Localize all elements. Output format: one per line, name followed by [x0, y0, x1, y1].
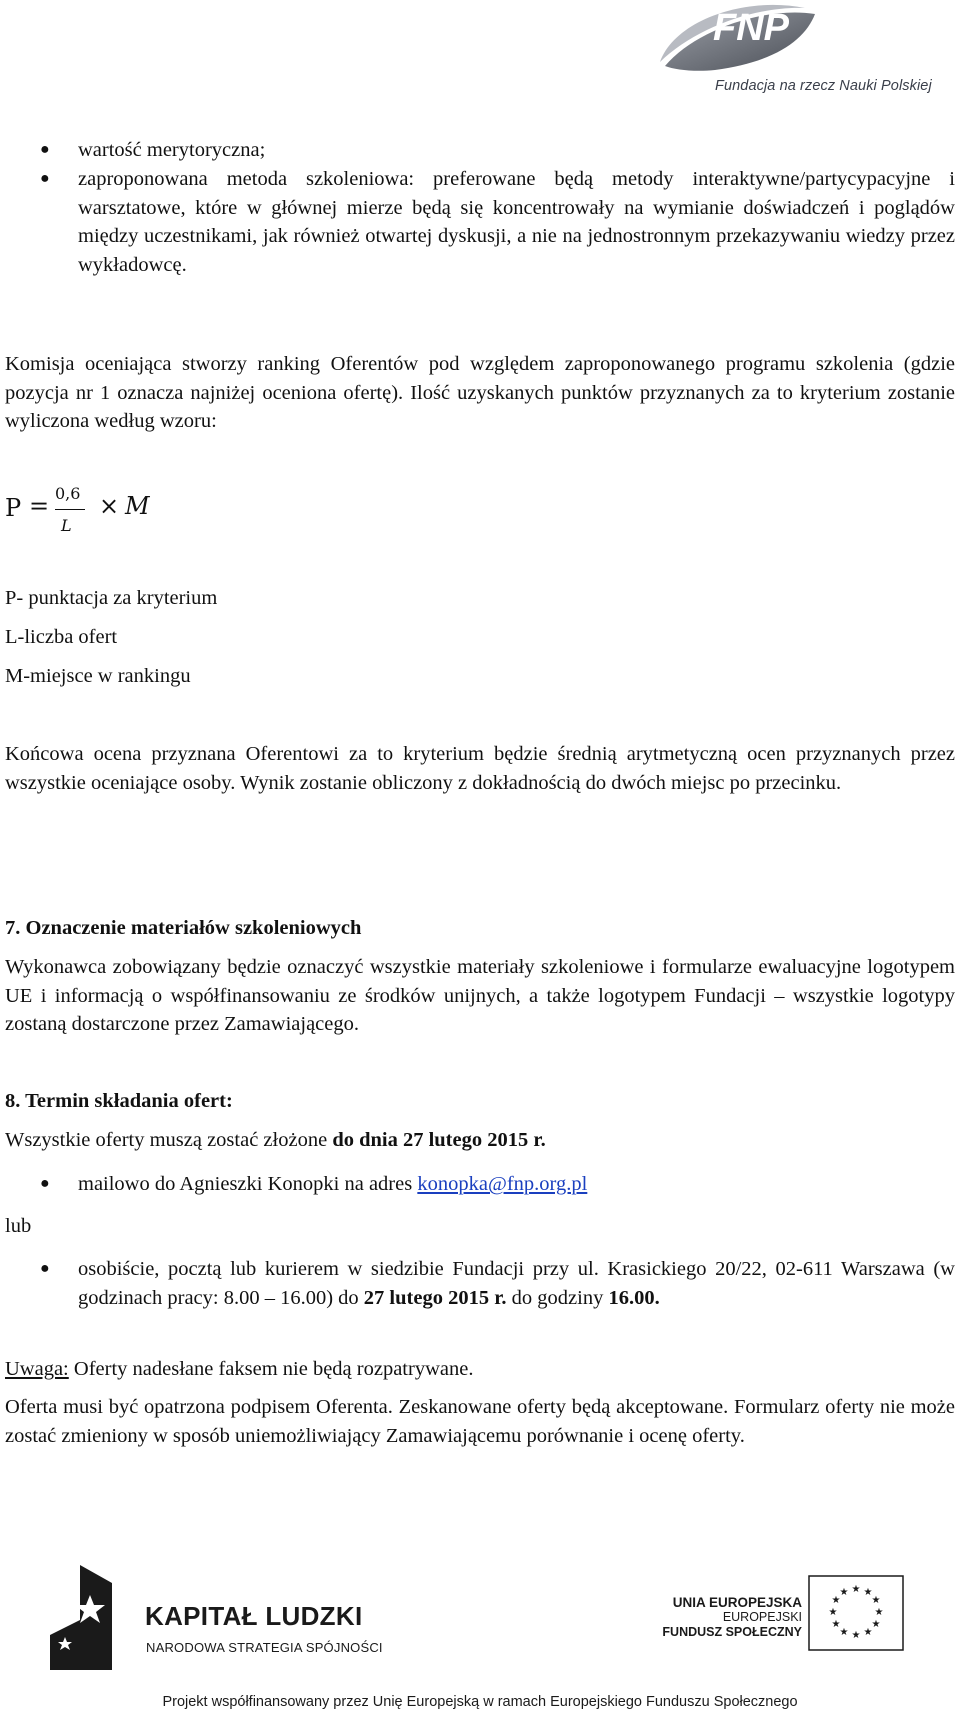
delivery-text: osobiście, pocztą lub kurierem w siedzibie Fundacji przy ul. Krasickiego 20/22, 02-611 Warszawa (w godzinach pracy: 8.00 – 16.00) do [78, 1258, 955, 1309]
bullet-text: wartość merytoryczna; [78, 139, 266, 161]
svg-text:★: ★ [839, 1587, 849, 1598]
section8-heading [5, 1087, 233, 1116]
fraction-bar [55, 509, 85, 510]
kl-title: KAPITAŁ LUDZKI [145, 1601, 363, 1631]
bullet-text: zaproponowana metoda szkoleniowa: preferowane będą metody interaktywne/partycypacyjne i warsztatowe, które w głównej mierze będą się koncentrowały na wymianie doświadczeń i poglądów między uczestnikami, jak również otwartej dyskusji, a nie na jednostronnym przekazywaniu wiedzy przez wykładowcę. [78, 168, 955, 276]
delivery-mid: do godziny [506, 1286, 609, 1309]
fax-note [5, 1355, 473, 1384]
criteria-bullet-1 [40, 136, 920, 165]
fnp-tagline: Fundacja na rzecz Nauki Polskiej [715, 78, 932, 94]
svg-text:★: ★ [851, 1630, 861, 1641]
svg-text:★: ★ [863, 1627, 873, 1638]
or-word: lub [5, 1215, 32, 1237]
email-link[interactable]: konopka@fnp.org.pl [417, 1173, 588, 1195]
bullet-dot-icon: ● [40, 170, 50, 187]
kl-subtitle: NARODOWA STRATEGIA SPÓJNOŚCI [146, 1640, 383, 1655]
formula-right: M [125, 492, 150, 520]
svg-text:★: ★ [863, 1587, 873, 1598]
section7-number: 7. [5, 917, 21, 939]
deadline-prefix: Wszystkie oferty muszą zostać złożone [5, 1129, 333, 1151]
closing-paragraph: Oferta musi być opatrzona podpisem Oferenta. Zeskanowane oferty będą akceptowane. Formularz oferty nie może zostać zmieniony w sposób uniemożliwiający Zamawiającemu porównanie i ocenę oferty. [5, 1396, 955, 1447]
legend-m: M-miejsce w rankingu [5, 665, 191, 687]
fnp-logo [655, 0, 960, 100]
formula-left: P [5, 494, 22, 522]
section7-title: Oznaczenie materiałów szkoleniowych [25, 917, 362, 939]
legend-p: P- punktacja za kryterium [5, 587, 218, 609]
ue-line1: UNIA EUROPEJSKA [672, 1595, 802, 1610]
svg-text:★: ★ [874, 1607, 884, 1618]
bullet-dot-icon: ● [40, 1260, 50, 1277]
svg-text:★: ★ [839, 1627, 849, 1638]
ue-line3: FUNDUSZ SPOŁECZNY [662, 1625, 802, 1639]
note-text: Oferty nadesłane faksem nie będą rozpatrywane. [68, 1358, 474, 1380]
email-bullet [40, 1170, 920, 1199]
deadline-date: do dnia 27 lutego 2015 r. [332, 1129, 546, 1151]
criteria-bullet-2 [40, 165, 955, 279]
svg-text:★: ★ [851, 1584, 861, 1595]
svg-text:★: ★ [871, 1619, 881, 1630]
delivery-hour: 16.00. [608, 1286, 660, 1309]
svg-text:★: ★ [831, 1595, 841, 1606]
svg-text:★: ★ [871, 1595, 881, 1606]
delivery-date: 27 lutego 2015 r. [363, 1286, 507, 1309]
bullet-dot-icon: ● [40, 141, 50, 158]
formula-numerator: 0,6 [55, 484, 81, 503]
svg-text:★: ★ [828, 1607, 838, 1618]
section7-body: Wykonawca zobowiązany będzie oznaczyć wszystkie materiały szkoleniowe i formularze ewaluacyjne logotypem UE i informacją o współfinansowaniu ze środków unijnych, a także logotypem Fundacji – wszystkie logotypy zostaną dostarczone przez Zamawiającego. [5, 956, 955, 1035]
ranking-paragraph: Komisja oceniająca stworzy ranking Oferentów pod względem zaproponowanego programu szkolenia (gdzie pozycja nr 1 oznacza najniżej oceniona ofertę). Ilość uzyskanych punktów przyznanych za to kryterium zostanie wyliczona według wzoru: [5, 353, 955, 432]
note-label: Uwaga: [5, 1358, 69, 1380]
footer-note: Projekt współfinansowany przez Unię Europejską w ramach Europejskiego Funduszu Społecznego [162, 1694, 798, 1710]
ue-text-block [640, 1595, 802, 1640]
fnp-logo-text: FNP [713, 7, 789, 49]
final-score-paragraph: Końcowa ocena przyznana Oferentowi za to kryterium będzie średnią arytmetyczną ocen przyznanych przez wszystkie oceniające osoby. Wynik zostanie obliczony z dokładnością do dwóch miejsc po przecinku. [5, 743, 955, 794]
delivery-bullet [40, 1255, 955, 1312]
legend-l: L-liczba ofert [5, 626, 118, 648]
fnp-swoosh-icon [655, 0, 960, 80]
eu-flag-icon [808, 1575, 904, 1651]
formula-denominator: L [61, 516, 72, 535]
kapital-ludzki-logo-icon [50, 1565, 130, 1670]
email-prefix: mailowo do Agnieszki Konopki na adres [78, 1173, 418, 1195]
formula-equals: = [29, 492, 50, 520]
ue-line2: EUROPEJSKI [722, 1610, 802, 1624]
bullet-dot-icon: ● [40, 1175, 50, 1192]
score-formula [5, 480, 305, 550]
section8-number: 8. [5, 1090, 21, 1112]
svg-text:★: ★ [831, 1619, 841, 1630]
formula-operator: × [99, 492, 120, 520]
section7-heading [5, 914, 361, 943]
deadline-line [5, 1126, 546, 1155]
section8-title: Termin składania ofert: [25, 1090, 233, 1112]
